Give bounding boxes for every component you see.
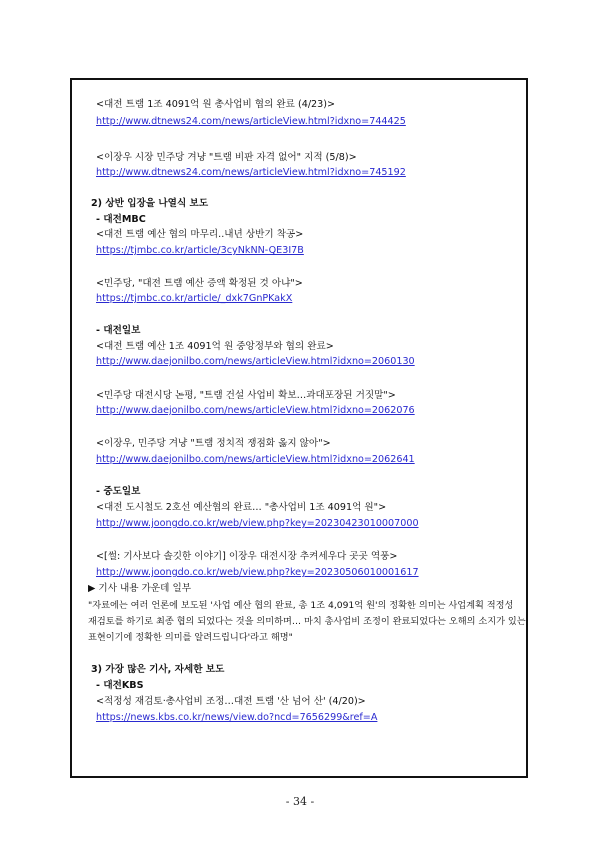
section-heading: 3) 가장 많은 기사, 자세한 보도	[91, 664, 225, 675]
article-title: <대전 트램 1조 4091억 원 총사업비 협의 완료 (4/23)>	[96, 99, 336, 110]
article-title: <민주당, "대전 트램 예산 증액 확정된 것 아냐">	[96, 278, 303, 289]
article-title: <[썰: 기사보다 솔깃한 이야기] 이장우 대전시장 추켜세우다 곳곳 역풍>	[96, 551, 398, 562]
article-title: <대전 트램 예산 1조 4091억 원 중앙정부와 협의 완료>	[96, 341, 334, 352]
article-link[interactable]: http://www.daejonilbo.com/news/articleView.html?idxno=2062641	[96, 454, 415, 465]
outlet-label: - 대전KBS	[96, 680, 144, 691]
article-link[interactable]: https://news.kbs.co.kr/news/view.do?ncd=7656299&ref=A	[96, 712, 378, 723]
article-link[interactable]: http://www.dtnews24.com/news/articleView.html?idxno=744425	[96, 116, 406, 127]
section-heading: 2) 상반 입장을 나열식 보도	[91, 198, 209, 209]
article-link[interactable]: http://www.daejonilbo.com/news/articleView.html?idxno=2060130	[96, 356, 415, 367]
article-title: <대전 트램 예산 협의 마무리..내년 상반기 착공>	[96, 229, 304, 240]
article-link[interactable]: https://tjmbc.co.kr/article/_dxk7GnPKakX	[96, 293, 293, 304]
article-link[interactable]: http://www.daejonilbo.com/news/articleView.html?idxno=2062076	[96, 405, 415, 416]
article-title: <민주당 대전시당 논평, "트램 건설 사업비 확보…과대포장된 거짓말">	[96, 390, 396, 401]
article-link[interactable]: http://www.dtnews24.com/news/articleView.html?idxno=745192	[96, 167, 406, 178]
article-title: <이장우, 민주당 겨냥 "트램 정치적 쟁점화 옳지 않아">	[96, 438, 331, 449]
excerpt-line: 재검토를 하기로 최종 협의 되었다는 것을 의미하며… 마치 총사업비 조정이 완료되었다는 오해의 소지가 있는	[88, 616, 526, 627]
article-title: <대전 도시철도 2호선 예산협의 완료… "총사업비 1조 4091억 원">	[96, 502, 387, 513]
excerpt-line: "자료에는 여러 언론에 보도된 '사업 예산 협의 완료, 총 1조 4,091억 원'의 정확한 의미는 사업계획 적정성	[88, 600, 514, 611]
outlet-label: - 중도일보	[96, 486, 141, 497]
article-link[interactable]: https://tjmbc.co.kr/article/3cyNkNN-QE3I7B	[96, 245, 304, 256]
outlet-label: - 대전일보	[96, 325, 141, 336]
outlet-label: - 대전MBC	[96, 214, 146, 225]
excerpt-label: ▶ 기사 내용 가운데 일부	[88, 583, 191, 594]
page-number: - 34 -	[285, 795, 315, 808]
excerpt-line: 표현이기에 정확한 의미를 알려드립니다'라고 해명"	[88, 632, 293, 643]
article-link[interactable]: http://www.joongdo.co.kr/web/view.php?key=20230506010001617	[96, 567, 419, 578]
article-title: <이장우 시장 민주당 겨냥 "트램 비판 자격 없어" 지적 (5/8)>	[96, 152, 357, 163]
article-link[interactable]: http://www.joongdo.co.kr/web/view.php?key=20230423010007000	[96, 518, 419, 529]
article-title: <적정성 재검토·총사업비 조정…대전 트램 '산 넘어 산' (4/20)>	[96, 696, 366, 707]
